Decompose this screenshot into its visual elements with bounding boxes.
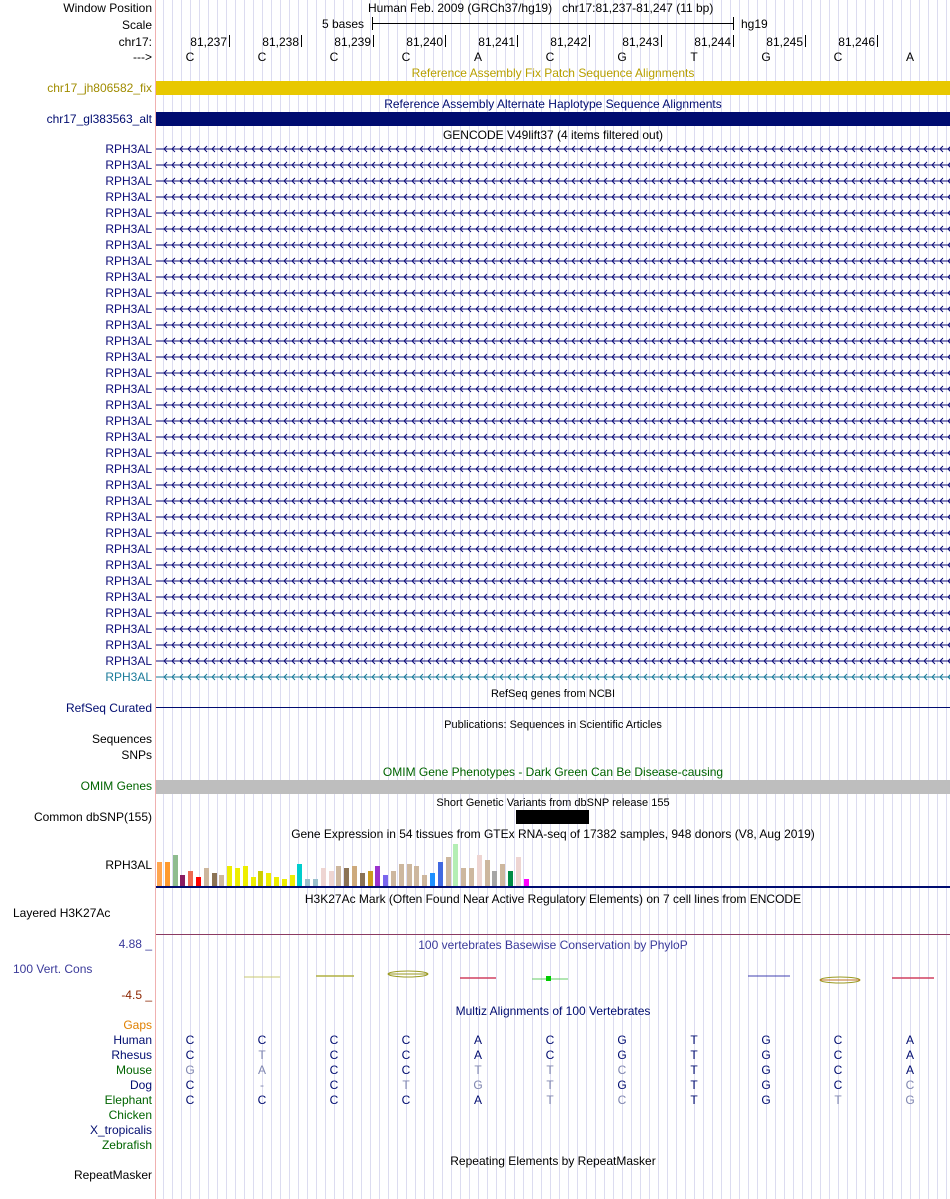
- omim-bar[interactable]: [156, 780, 950, 794]
- dbsnp-track-title: Short Genetic Variants from dbSNP release 155: [436, 797, 670, 809]
- ruler-tick: [661, 35, 662, 47]
- reference-base: T: [690, 50, 698, 64]
- publications-snps-label[interactable]: SNPs: [121, 748, 152, 762]
- phylop-wiggle[interactable]: [156, 960, 950, 994]
- multiz-base: C: [329, 1093, 339, 1107]
- gencode-gene-label[interactable]: RPH3AL: [105, 510, 152, 524]
- ruler-tick: [229, 35, 230, 47]
- h3k27ac-track-title: H3K27Ac Mark (Often Found Near Active Regulatory Elements) on 7 cell lines from ENCODE: [304, 892, 802, 906]
- gtex-track-title: Gene Expression in 54 tissues from GTEx RNA-seq of 17382 samples, 948 donors (V8, Aug 2019): [291, 827, 815, 841]
- phylop-track-title: 100 vertebrates Basewise Conservation by PhyloP: [418, 938, 688, 952]
- gencode-gene-label[interactable]: RPH3AL: [105, 382, 152, 396]
- phylop-label[interactable]: 100 Vert. Cons: [13, 962, 93, 976]
- gtex-tissue-bar[interactable]: [173, 855, 178, 886]
- gencode-gene-label[interactable]: RPH3AL: [105, 158, 152, 172]
- gtex-tissue-bar[interactable]: [352, 866, 357, 886]
- gtex-tissue-bar[interactable]: [212, 873, 217, 886]
- gencode-transcript[interactable]: [156, 670, 950, 686]
- publications-sequences-label[interactable]: Sequences: [91, 732, 152, 746]
- gtex-tissue-bar[interactable]: [297, 864, 302, 886]
- gencode-transcript[interactable]: [156, 446, 950, 462]
- gencode-gene-label[interactable]: RPH3AL: [105, 414, 152, 428]
- publications-track-title: Publications: Sequences in Scientific Articles: [444, 719, 662, 731]
- gencode-transcript[interactable]: [156, 158, 950, 174]
- coordinate-label: 81,246: [838, 35, 875, 49]
- multiz-base: G: [761, 1063, 771, 1077]
- multiz-base: A: [473, 1093, 482, 1107]
- gencode-gene-label[interactable]: RPH3AL: [105, 302, 152, 316]
- gtex-tissue-bar[interactable]: [243, 866, 248, 886]
- multiz-base: T: [690, 1063, 698, 1077]
- gencode-transcript[interactable]: [156, 542, 950, 558]
- alt-haplotype-bar[interactable]: [156, 112, 950, 126]
- gtex-tissue-bar[interactable]: [196, 877, 201, 886]
- multiz-base: T: [690, 1093, 698, 1107]
- coordinate-label: 81,242: [550, 35, 587, 49]
- ruler-tick: [805, 35, 806, 47]
- phylop-max-label: 4.88 _: [118, 937, 152, 951]
- gencode-transcript[interactable]: [156, 430, 950, 446]
- multiz-base: A: [257, 1063, 266, 1077]
- gencode-gene-label[interactable]: RPH3AL: [105, 574, 152, 588]
- gencode-transcript[interactable]: [156, 414, 950, 430]
- gtex-tissue-bar[interactable]: [430, 873, 435, 886]
- multiz-base: G: [761, 1033, 771, 1047]
- multiz-base: C: [329, 1078, 339, 1092]
- multiz-base: G: [617, 1033, 627, 1047]
- multiz-track-title: Multiz Alignments of 100 Vertebrates: [455, 1004, 651, 1018]
- gencode-transcript[interactable]: [156, 494, 950, 510]
- ruler-tick: [517, 35, 518, 47]
- reference-base: C: [329, 50, 339, 64]
- h3k27ac-baseline: [156, 934, 950, 935]
- gtex-tissue-bar[interactable]: [500, 864, 505, 886]
- multiz-base: C: [329, 1063, 339, 1077]
- gtex-tissue-bar[interactable]: [251, 877, 256, 886]
- multiz-species-label[interactable]: Rhesus: [111, 1048, 152, 1062]
- coordinate-label: 81,243: [622, 35, 659, 49]
- gtex-tissue-bar[interactable]: [266, 873, 271, 886]
- gencode-gene-label[interactable]: RPH3AL: [105, 366, 152, 380]
- scale-label: Scale: [121, 18, 152, 32]
- multiz-species-label[interactable]: Chicken: [108, 1108, 152, 1122]
- gencode-gene-label[interactable]: RPH3AL: [105, 350, 152, 364]
- multiz-base: T: [834, 1093, 842, 1107]
- gencode-gene-label[interactable]: RPH3AL: [105, 478, 152, 492]
- gencode-gene-label[interactable]: RPH3AL: [105, 254, 152, 268]
- gtex-tissue-bar[interactable]: [391, 871, 396, 886]
- gencode-gene-label[interactable]: RPH3AL: [105, 494, 152, 508]
- gencode-transcript[interactable]: [156, 590, 950, 606]
- gencode-transcript[interactable]: [156, 382, 950, 398]
- gtex-tissue-bar[interactable]: [329, 871, 334, 886]
- gencode-transcript[interactable]: [156, 558, 950, 574]
- gtex-label[interactable]: RPH3AL: [105, 858, 152, 872]
- repeatmasker-label[interactable]: RepeatMasker: [73, 1168, 152, 1182]
- reference-base: G: [761, 50, 771, 64]
- gencode-gene-label[interactable]: RPH3AL: [105, 286, 152, 300]
- multiz-base: T: [690, 1033, 698, 1047]
- reference-base: C: [545, 50, 555, 64]
- gtex-tissue-bar[interactable]: [492, 871, 497, 886]
- gtex-tissue-bar[interactable]: [258, 871, 263, 886]
- gtex-tissue-bar[interactable]: [485, 860, 490, 886]
- gtex-tissue-bar[interactable]: [508, 871, 513, 886]
- multiz-base: G: [473, 1078, 483, 1092]
- gtex-tissue-bar[interactable]: [219, 875, 224, 886]
- coordinate-label: 81,244: [694, 35, 731, 49]
- multiz-base: A: [905, 1033, 914, 1047]
- multiz-base: C: [185, 1048, 195, 1062]
- gtex-tissue-bar[interactable]: [446, 857, 451, 886]
- gencode-transcript[interactable]: [156, 286, 950, 302]
- omim-track-title: OMIM Gene Phenotypes - Dark Green Can Be Disease-causing: [382, 765, 724, 779]
- gtex-tissue-bar[interactable]: [188, 871, 193, 886]
- multiz-base: A: [473, 1033, 482, 1047]
- reference-base: A: [905, 50, 914, 64]
- gencode-transcript[interactable]: [156, 606, 950, 622]
- gtex-tissue-bar[interactable]: [180, 875, 185, 886]
- gencode-transcript[interactable]: [156, 638, 950, 654]
- gencode-transcript[interactable]: [156, 366, 950, 382]
- multiz-base: T: [546, 1093, 554, 1107]
- multiz-base: T: [474, 1063, 482, 1077]
- reference-base: C: [833, 50, 843, 64]
- multiz-base: G: [761, 1093, 771, 1107]
- multiz-base: C: [833, 1048, 843, 1062]
- gtex-tissue-bar[interactable]: [399, 864, 404, 886]
- gtex-baseline: [156, 886, 950, 888]
- gtex-tissue-bar[interactable]: [204, 868, 209, 886]
- multiz-species-label[interactable]: Mouse: [115, 1063, 152, 1077]
- ruler-tick: [445, 35, 446, 47]
- multiz-base: G: [185, 1063, 195, 1077]
- multiz-base: A: [905, 1048, 914, 1062]
- gtex-tissue-bar[interactable]: [321, 868, 326, 886]
- h3k27ac-label[interactable]: Layered H3K27Ac: [13, 906, 111, 920]
- dbsnp-variant-block[interactable]: [516, 810, 589, 824]
- multiz-base: A: [905, 1063, 914, 1077]
- gencode-transcript[interactable]: [156, 222, 950, 238]
- gencode-gene-label[interactable]: RPH3AL: [105, 174, 152, 188]
- fix-patch-track-title: Reference Assembly Fix Patch Sequence Alignments: [411, 66, 695, 80]
- gencode-gene-label[interactable]: RPH3AL: [105, 334, 152, 348]
- gencode-transcript[interactable]: [156, 350, 950, 366]
- ruler-tick: [301, 35, 302, 47]
- reference-base: G: [617, 50, 627, 64]
- gencode-gene-label[interactable]: RPH3AL: [105, 430, 152, 444]
- multiz-base: C: [185, 1078, 195, 1092]
- gtex-tissue-bar[interactable]: [368, 871, 373, 886]
- multiz-species-label[interactable]: Elephant: [104, 1093, 152, 1107]
- ruler-tick: [733, 35, 734, 47]
- coordinate-label: 81,237: [190, 35, 227, 49]
- gencode-gene-label[interactable]: RPH3AL: [105, 654, 152, 668]
- gtex-tissue-bar[interactable]: [407, 864, 412, 886]
- multiz-base: C: [401, 1033, 411, 1047]
- multiz-base: G: [617, 1078, 627, 1092]
- gencode-gene-label[interactable]: RPH3AL: [105, 222, 152, 236]
- gencode-gene-label[interactable]: RPH3AL: [105, 542, 152, 556]
- gencode-gene-label[interactable]: RPH3AL: [105, 318, 152, 332]
- dbsnp-label[interactable]: Common dbSNP(155): [33, 810, 152, 824]
- ruler-tick: [373, 35, 374, 47]
- gencode-gene-label[interactable]: RPH3AL: [105, 142, 152, 156]
- gencode-transcript[interactable]: [156, 622, 950, 638]
- multiz-species-label[interactable]: Dog: [129, 1078, 152, 1092]
- multiz-base: G: [905, 1093, 915, 1107]
- gencode-transcript[interactable]: [156, 478, 950, 494]
- gencode-gene-label[interactable]: RPH3AL: [105, 190, 152, 204]
- multiz-base: G: [617, 1048, 627, 1062]
- coordinate-label: 81,240: [406, 35, 443, 49]
- multiz-base: T: [546, 1078, 554, 1092]
- gencode-gene-label[interactable]: RPH3AL: [105, 670, 152, 684]
- refseq-track-title: RefSeq genes from NCBI: [490, 688, 616, 700]
- gencode-transcript[interactable]: [156, 398, 950, 414]
- multiz-base: T: [402, 1078, 410, 1092]
- gtex-tissue-bar[interactable]: [290, 875, 295, 886]
- gencode-track-title: GENCODE V49lift37 (4 items filtered out): [442, 128, 664, 142]
- gencode-gene-label[interactable]: RPH3AL: [105, 270, 152, 284]
- gencode-transcript[interactable]: [156, 174, 950, 190]
- multiz-base: C: [833, 1078, 843, 1092]
- gencode-transcript[interactable]: [156, 510, 950, 526]
- gtex-tissue-bar[interactable]: [461, 868, 466, 886]
- scale-bar: [372, 23, 733, 24]
- ruler-tick: [589, 35, 590, 47]
- multiz-base: T: [546, 1063, 554, 1077]
- multiz-base: C: [329, 1033, 339, 1047]
- gtex-tissue-bar[interactable]: [305, 879, 310, 886]
- multiz-species-label[interactable]: Human: [113, 1033, 152, 1047]
- ruler-tick: [877, 35, 878, 47]
- multiz-base: G: [761, 1078, 771, 1092]
- multiz-base: C: [905, 1078, 915, 1092]
- gencode-transcript[interactable]: [156, 334, 950, 350]
- alt-haplotype-track-title: Reference Assembly Alternate Haplotype Sequence Alignments: [384, 97, 722, 111]
- multiz-base: C: [185, 1033, 195, 1047]
- multiz-base: -: [260, 1078, 264, 1092]
- multiz-base: C: [833, 1063, 843, 1077]
- gencode-transcript[interactable]: [156, 142, 950, 158]
- gencode-gene-label[interactable]: RPH3AL: [105, 526, 152, 540]
- gtex-tissue-bar[interactable]: [165, 862, 170, 886]
- multiz-species-label[interactable]: X_tropicalis: [89, 1123, 152, 1137]
- coordinate-label: 81,241: [478, 35, 515, 49]
- phylop-min-label: -4.5 _: [121, 988, 152, 1002]
- gencode-transcript[interactable]: [156, 190, 950, 206]
- gtex-tissue-bar[interactable]: [375, 866, 380, 886]
- gtex-tissue-bar[interactable]: [516, 857, 521, 886]
- multiz-base: T: [690, 1078, 698, 1092]
- gencode-transcript[interactable]: [156, 254, 950, 270]
- gtex-tissue-bar[interactable]: [414, 866, 419, 886]
- gtex-tissue-bar[interactable]: [313, 879, 318, 886]
- reference-base: A: [473, 50, 482, 64]
- gtex-tissue-bar[interactable]: [469, 868, 474, 886]
- multiz-base: C: [401, 1048, 411, 1062]
- gencode-gene-label[interactable]: RPH3AL: [105, 462, 152, 476]
- window-position-label: Window Position: [63, 1, 152, 15]
- gtex-tissue-bar[interactable]: [336, 866, 341, 886]
- gencode-transcript[interactable]: [156, 318, 950, 334]
- multiz-base: T: [258, 1048, 266, 1062]
- gencode-transcript[interactable]: [156, 270, 950, 286]
- coordinate-label: 81,238: [262, 35, 299, 49]
- multiz-base: C: [257, 1033, 267, 1047]
- phylop-segment: [546, 976, 551, 981]
- gencode-gene-label[interactable]: RPH3AL: [105, 206, 152, 220]
- multiz-base: G: [761, 1048, 771, 1062]
- multiz-base: A: [473, 1048, 482, 1062]
- gtex-tissue-bar[interactable]: [383, 875, 388, 886]
- reference-base: C: [401, 50, 411, 64]
- assembly-title: Human Feb. 2009 (GRCh37/hg19) chr17:81,237-81,247 (11 bp): [368, 1, 714, 15]
- gtex-tissue-bar[interactable]: [360, 873, 365, 886]
- gtex-tissue-bar[interactable]: [282, 879, 287, 886]
- gtex-tissue-bar[interactable]: [438, 862, 443, 886]
- refseq-line[interactable]: [156, 707, 950, 708]
- multiz-species-label[interactable]: Zebrafish: [101, 1138, 152, 1152]
- gencode-gene-label[interactable]: RPH3AL: [105, 558, 152, 572]
- gencode-gene-label[interactable]: RPH3AL: [105, 446, 152, 460]
- multiz-base: C: [185, 1093, 195, 1107]
- multiz-base: C: [257, 1093, 267, 1107]
- gencode-gene-label[interactable]: RPH3AL: [105, 606, 152, 620]
- gencode-transcript[interactable]: [156, 302, 950, 318]
- chrom-label: chr17:: [118, 35, 152, 49]
- gtex-tissue-bar[interactable]: [524, 879, 529, 886]
- reference-base: C: [185, 50, 195, 64]
- scale-bar-right-tick: [733, 17, 734, 30]
- gencode-gene-label[interactable]: RPH3AL: [105, 622, 152, 636]
- multiz-base: C: [833, 1033, 843, 1047]
- multiz-base: C: [617, 1063, 627, 1077]
- gtex-tissue-bar[interactable]: [453, 844, 458, 886]
- gencode-gene-label[interactable]: RPH3AL: [105, 238, 152, 252]
- gtex-tissue-bar[interactable]: [422, 875, 427, 886]
- gencode-transcript[interactable]: [156, 526, 950, 542]
- db-text: hg19: [741, 17, 768, 31]
- gencode-transcript[interactable]: [156, 462, 950, 478]
- fix-patch-label[interactable]: chr17_jh806582_fix: [47, 81, 152, 95]
- multiz-base: C: [545, 1033, 555, 1047]
- multiz-base: C: [617, 1093, 627, 1107]
- refseq-label[interactable]: RefSeq Curated: [65, 701, 152, 715]
- coordinate-label: 81,239: [334, 35, 371, 49]
- fix-patch-bar[interactable]: [156, 81, 950, 95]
- gtex-tissue-bar[interactable]: [235, 868, 240, 886]
- multiz-base: C: [401, 1063, 411, 1077]
- gtex-tissue-bar[interactable]: [344, 868, 349, 886]
- gencode-transcript[interactable]: [156, 654, 950, 670]
- multiz-gaps-label[interactable]: Gaps: [123, 1018, 152, 1032]
- reference-base: C: [257, 50, 267, 64]
- multiz-base: C: [545, 1048, 555, 1062]
- multiz-base: T: [690, 1048, 698, 1062]
- repeatmasker-track-title: Repeating Elements by RepeatMasker: [450, 1154, 656, 1168]
- gtex-tissue-bar[interactable]: [477, 855, 482, 886]
- omim-label[interactable]: OMIM Genes: [80, 779, 152, 793]
- gencode-gene-label[interactable]: RPH3AL: [105, 638, 152, 652]
- gtex-tissue-bar[interactable]: [227, 866, 232, 886]
- gencode-transcript[interactable]: [156, 238, 950, 254]
- gencode-transcript[interactable]: [156, 206, 950, 222]
- gtex-tissue-bar[interactable]: [157, 862, 162, 886]
- gencode-gene-label[interactable]: RPH3AL: [105, 398, 152, 412]
- strand-arrow-label: --->: [133, 50, 152, 64]
- multiz-base: C: [329, 1048, 339, 1062]
- multiz-base: C: [401, 1093, 411, 1107]
- scale-text: 5 bases: [322, 17, 365, 31]
- gtex-tissue-bar[interactable]: [274, 877, 279, 886]
- alt-haplotype-label[interactable]: chr17_gl383563_alt: [46, 112, 152, 126]
- gencode-gene-label[interactable]: RPH3AL: [105, 590, 152, 604]
- gencode-transcript[interactable]: [156, 574, 950, 590]
- coordinate-label: 81,245: [766, 35, 803, 49]
